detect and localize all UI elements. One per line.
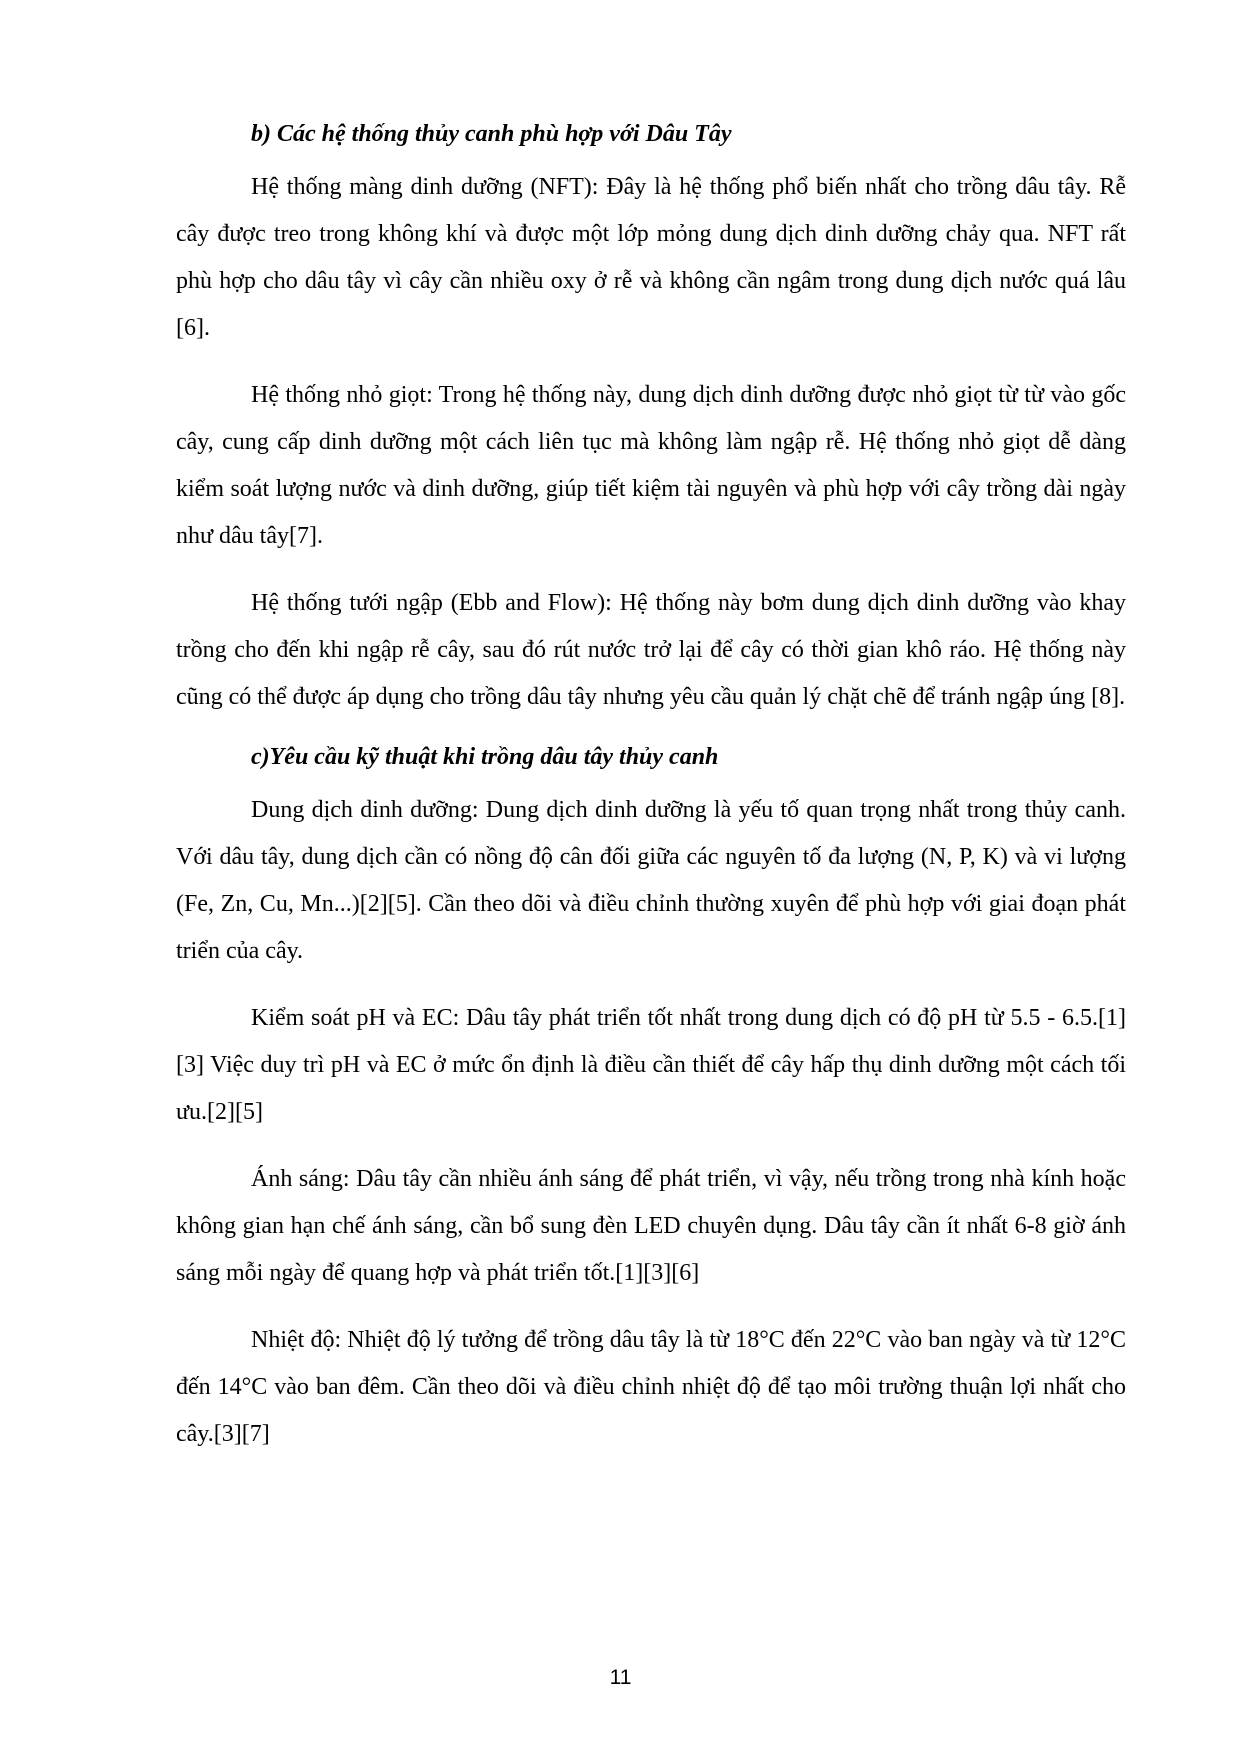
section-c: [176, 741, 1126, 1458]
page-content: [176, 118, 1126, 1478]
paragraph-drip: Hệ thống nhỏ giọt: Trong hệ thống này, dung dịch dinh dưỡng được nhỏ giọt từ từ vào gốc cây, cung cấp dinh dưỡng một cách liên tục mà không làm ngập rễ. Hệ thống nhỏ giọt dễ dàng kiểm soát lượng nước và dinh dưỡng, giúp tiết kiệm tài nguyên và phù hợp với cây trồng dài ngày như dâu tây[7].: [176, 382, 1126, 549]
paragraph-nutrient-solution: Dung dịch dinh dưỡng: Dung dịch dinh dưỡng là yếu tố quan trọng nhất trong thủy canh. Với dâu tây, dung dịch cần có nồng độ cân đối giữa các nguyên tố đa lượng (N, P, K) và vi lượng (Fe, Zn, Cu, Mn...)[2][5]. Cần theo dõi và điều chỉnh thường xuyên để phù hợp với giai đoạn phát triển của cây.: [176, 797, 1126, 964]
paragraph-nft: Hệ thống màng dinh dưỡng (NFT): Đây là hệ thống phổ biến nhất cho trồng dâu tây. Rễ cây được treo trong không khí và được một lớp mỏng dung dịch dinh dưỡng chảy qua. NFT rất phù hợp cho dâu tây vì cây cần nhiều oxy ở rễ và không cần ngâm trong dung dịch nước quá lâu [6].: [176, 174, 1126, 341]
section-heading: c)Yêu cầu kỹ thuật khi trồng dâu tây thủy canh: [251, 744, 719, 770]
paragraph-light: Ánh sáng: Dâu tây cần nhiều ánh sáng để phát triển, vì vậy, nếu trồng trong nhà kính hoặc không gian hạn chế ánh sáng, cần bổ sung đèn LED chuyên dụng. Dâu tây cần ít nhất 6-8 giờ ánh sáng mỗi ngày để quang hợp và phát triển tốt.[1][3][6]: [176, 1166, 1126, 1286]
page-number: 11: [609, 1666, 632, 1689]
paragraph-temperature: Nhiệt độ: Nhiệt độ lý tưởng để trồng dâu tây là từ 18°C đến 22°C vào ban ngày và từ 12°C đến 14°C vào ban đêm. Cần theo dõi và điều chỉnh nhiệt độ để tạo môi trường thuận lợi nhất cho cây.[3][7]: [176, 1327, 1126, 1447]
paragraph-ph-ec: Kiểm soát pH và EC: Dâu tây phát triển tốt nhất trong dung dịch có độ pH từ 5.5 - 6.5.[1][3] Việc duy trì pH và EC ở mức ổn định là điều cần thiết để cây hấp thụ dinh dưỡng một cách tối ưu.[2][5]: [176, 1005, 1126, 1125]
paragraph-ebb-flow: Hệ thống tưới ngập (Ebb and Flow): Hệ thống này bơm dung dịch dinh dưỡng vào khay trồng cho đến khi ngập rễ cây, sau đó rút nước trở lại để cây có thời gian khô ráo. Hệ thống này cũng có thể được áp dụng cho trồng dâu tây nhưng yêu cầu quản lý chặt chẽ để tránh ngập úng [8].: [176, 590, 1126, 710]
section-heading: b) Các hệ thống thủy canh phù hợp với Dâu Tây: [251, 121, 732, 147]
section-b: [176, 118, 1126, 721]
